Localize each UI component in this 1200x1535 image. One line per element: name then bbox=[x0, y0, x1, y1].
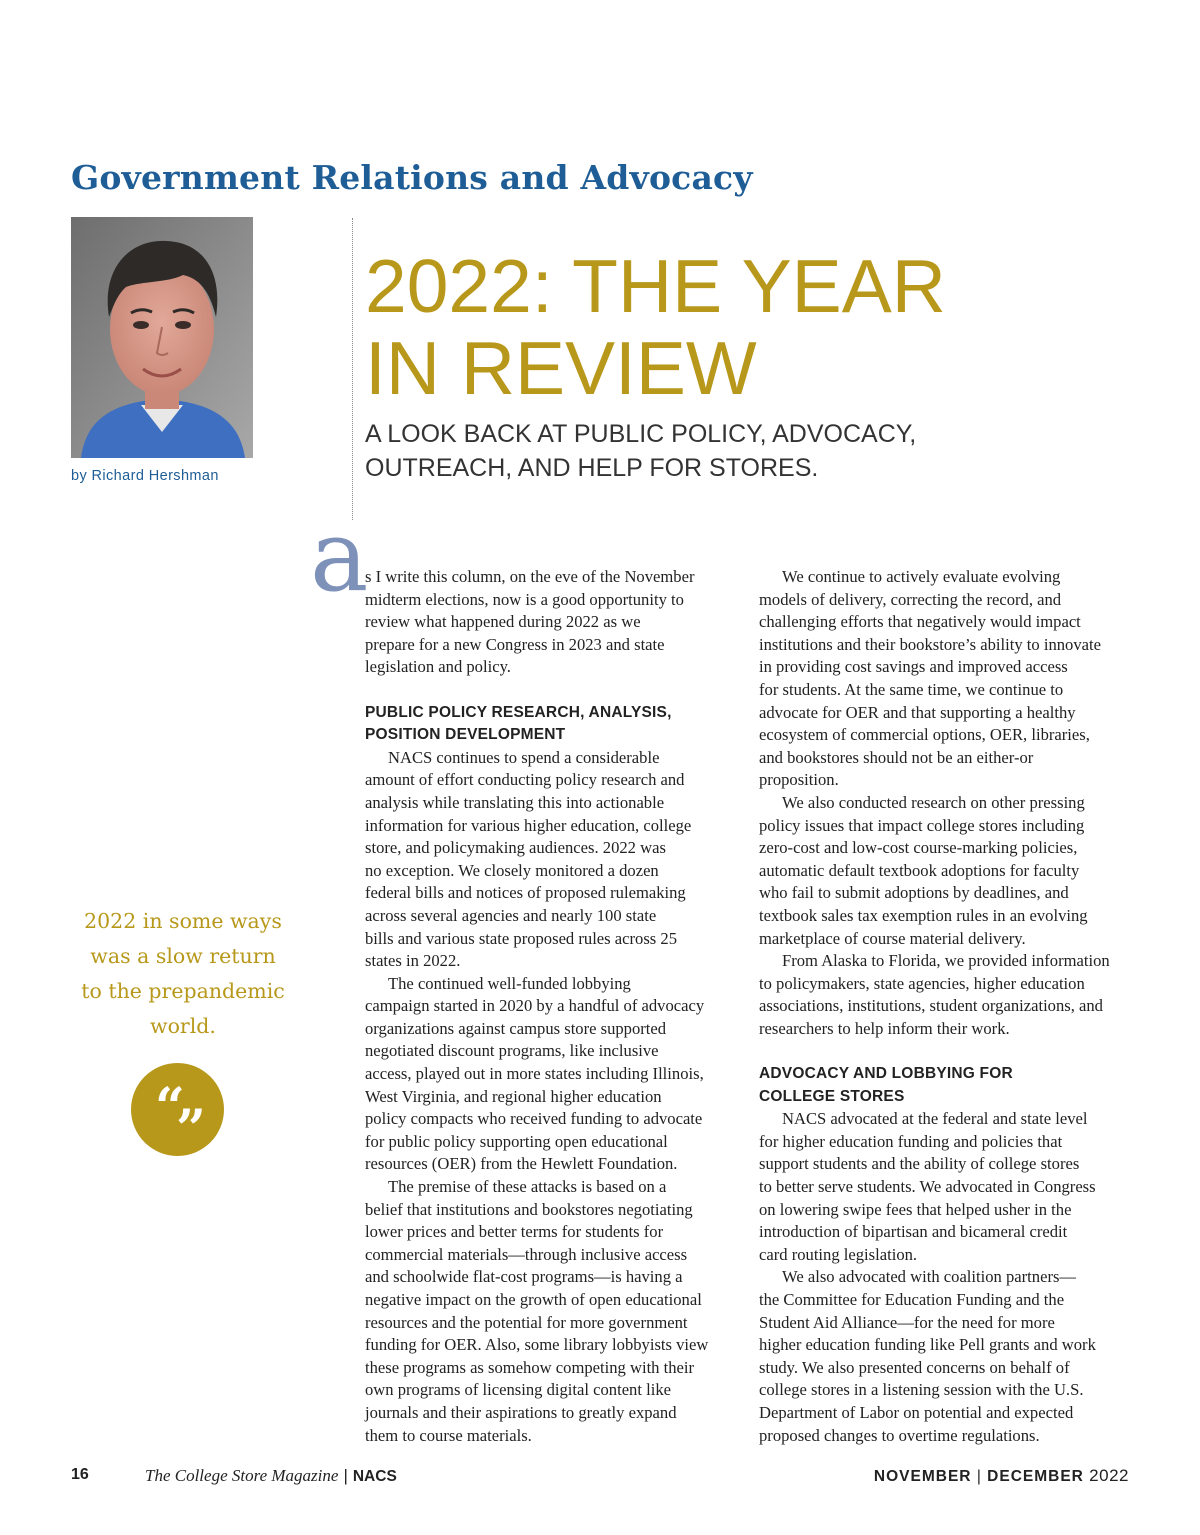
body-text-line: resources (OER) from the Hewlett Foundation. bbox=[365, 1154, 678, 1174]
subhead-line: OUTREACH, AND HELP FOR STORES. bbox=[365, 454, 819, 482]
body-text-line: funding for OER. Also, some library lobbyists view bbox=[365, 1335, 709, 1355]
body-text-line: on lowering swipe fees that helped usher in the bbox=[759, 1199, 1072, 1219]
body-text-line: access, played out in more states including Illinois, bbox=[365, 1064, 704, 1084]
body-text-line: negative impact on the growth of open educational bbox=[365, 1290, 702, 1309]
body-text-line: bills and various state proposed rules across 25 bbox=[365, 928, 677, 948]
author-byline: by Richard Hershman bbox=[71, 468, 219, 484]
body-text-line: midterm elections, now is a good opportunity to bbox=[365, 589, 684, 609]
body-text-line: legislation and policy. bbox=[365, 657, 511, 677]
subhead bbox=[365, 417, 916, 485]
body-text-line: across several agencies and nearly 100 state bbox=[365, 905, 657, 925]
body-text-line: federal bills and notices of proposed rulemaking bbox=[365, 883, 686, 903]
body-text-line: We also conducted research on other pressing bbox=[782, 792, 1085, 812]
body-text-line: information for various higher education, college bbox=[365, 815, 692, 835]
body-text-line: commercial materials—through inclusive access bbox=[365, 1244, 688, 1264]
pull-quote-line: was a slow return bbox=[90, 944, 276, 968]
body-text-line: study. We also presented concerns on behalf of bbox=[759, 1357, 1070, 1377]
body-text-line: marketplace of course material delivery. bbox=[759, 928, 1026, 948]
body-text-line: We also advocated with coalition partners— bbox=[782, 1267, 1077, 1287]
section-title: Government Relations and Advocacy bbox=[71, 158, 753, 197]
body-text-line: challenging efforts that negatively would impact bbox=[759, 612, 1081, 632]
pull-quote-line: 2022 in some ways bbox=[84, 909, 282, 933]
body-text-line: From Alaska to Florida, we provided information bbox=[782, 951, 1110, 971]
issue-month-2: DECEMBER bbox=[987, 1468, 1084, 1485]
body-text-line: proposed changes to overtime regulations. bbox=[759, 1425, 1040, 1445]
body-text-line: proposition. bbox=[759, 770, 839, 790]
headline-line: 2022: THE YEAR bbox=[365, 244, 946, 328]
body-text-line: lower prices and better terms for students for bbox=[365, 1222, 664, 1242]
body-text-line: to better serve students. We advocated in Congress bbox=[759, 1177, 1096, 1197]
body-text-line: who fail to submit adoptions by deadlines, and bbox=[759, 883, 1069, 903]
body-text-line: in providing cost savings and improved access bbox=[759, 657, 1068, 677]
body-text-line: institutions and their bookstore’s ability to innovate bbox=[759, 634, 1101, 654]
section-heading-line: POSITION DEVELOPMENT bbox=[365, 726, 566, 744]
body-text-line: zero-cost and low-cost course-marking policies, bbox=[759, 838, 1078, 858]
body-text-line: them to course materials. bbox=[365, 1425, 532, 1445]
vertical-divider bbox=[352, 218, 353, 520]
drop-cap: a bbox=[310, 500, 369, 614]
body-text-line: states in 2022. bbox=[365, 951, 461, 971]
body-text-line: for students. At the same time, we continue to bbox=[759, 679, 1064, 699]
body-text-line: college stores in a listening session with the U.S. bbox=[759, 1380, 1084, 1400]
paragraph-gap bbox=[365, 679, 737, 702]
body-text-line: amount of effort conducting policy research and bbox=[365, 770, 685, 790]
body-text-line: and schoolwide flat-cost programs—is having a bbox=[365, 1267, 683, 1287]
body-text-line: s I write this column, on the eve of the November bbox=[365, 567, 695, 586]
body-text-line: belief that institutions and bookstores negotiating bbox=[365, 1199, 693, 1219]
body-text-line: the Committee for Education Funding and the bbox=[759, 1290, 1065, 1309]
body-text-line: higher education funding like Pell grants and work bbox=[759, 1335, 1096, 1355]
section-heading-line: PUBLIC POLICY RESEARCH, ANALYSIS, bbox=[365, 703, 672, 721]
body-text-line: campaign started in 2020 by a handful of advocacy bbox=[365, 996, 705, 1016]
body-text-line: card routing legislation. bbox=[759, 1244, 918, 1264]
pull-quote bbox=[70, 904, 296, 1044]
org-name: NACS bbox=[352, 1468, 397, 1485]
page-number: 16 bbox=[71, 1466, 89, 1483]
body-text-line: negotiated discount programs, like inclusive bbox=[365, 1041, 659, 1061]
page-footer bbox=[0, 1466, 1200, 1492]
body-text-line: no exception. We closely monitored a dozen bbox=[365, 860, 659, 880]
body-text-line: NACS advocated at the federal and state level bbox=[782, 1109, 1088, 1129]
body-text-line: The premise of these attacks is based on a bbox=[388, 1177, 667, 1197]
pull-quote-line: world. bbox=[150, 1014, 216, 1038]
section-heading-line: ADVOCACY AND LOBBYING FOR bbox=[759, 1065, 1013, 1083]
author-photo bbox=[71, 217, 253, 458]
headline-line: IN REVIEW bbox=[365, 326, 757, 410]
paragraph-gap bbox=[759, 1040, 1131, 1063]
svg-text:”: ” bbox=[176, 1099, 206, 1156]
body-text-line: and bookstores should not be an either-or bbox=[759, 747, 1034, 767]
magazine-name: The College Store Magazine bbox=[145, 1466, 339, 1485]
body-text-line: these programs as somehow competing with their bbox=[365, 1357, 695, 1377]
body-text-line: resources and the potential for more government bbox=[365, 1312, 688, 1332]
body-text-line: Department of Labor on potential and expected bbox=[759, 1402, 1074, 1422]
body-text-line: automatic default textbook adoptions for faculty bbox=[759, 860, 1080, 880]
body-text-line: We continue to actively evaluate evolving bbox=[782, 567, 1061, 586]
body-text-line: introduction of bipartisan and bicameral credit bbox=[759, 1222, 1068, 1242]
issue-date bbox=[874, 1466, 1129, 1486]
article-column-2 bbox=[759, 566, 1131, 1447]
quote-icon bbox=[131, 1063, 224, 1156]
magazine-credit bbox=[145, 1466, 397, 1486]
body-text-line: for higher education funding and policies that bbox=[759, 1131, 1063, 1151]
body-text-line: for public policy supporting open educational bbox=[365, 1131, 668, 1151]
body-text-line: researchers to help inform their work. bbox=[759, 1018, 1010, 1038]
issue-month: NOVEMBER bbox=[873, 1468, 972, 1485]
footer-separator: | bbox=[343, 1466, 348, 1485]
body-text-line: journals and their aspirations to greatly expand bbox=[365, 1402, 677, 1422]
body-text-line: advocate for OER and that supporting a healthy bbox=[759, 702, 1076, 722]
body-text-line: store, and policymaking audiences. 2022 was bbox=[365, 838, 666, 858]
headline bbox=[365, 245, 946, 409]
body-text-line: organizations against campus store supported bbox=[365, 1018, 667, 1038]
body-text-line: to policymakers, state agencies, higher education bbox=[759, 973, 1085, 993]
body-text-line: policy issues that impact college stores including bbox=[759, 815, 1085, 835]
issue-year: 2022 bbox=[1089, 1466, 1129, 1485]
body-text-line: policy compacts who received funding to advocate bbox=[365, 1109, 703, 1129]
article-column-1 bbox=[365, 566, 737, 1447]
issue-separator: | bbox=[976, 1468, 982, 1485]
body-text-line: associations, institutions, student organizations, and bbox=[759, 996, 1103, 1016]
body-text-line: NACS continues to spend a considerable bbox=[388, 747, 660, 767]
body-text-line: prepare for a new Congress in 2023 and state bbox=[365, 634, 665, 654]
body-text-line: Student Aid Alliance—for the need for more bbox=[759, 1312, 1055, 1332]
section-heading-line: COLLEGE STORES bbox=[759, 1087, 905, 1105]
body-text-line: textbook sales tax exemption rules in an evolving bbox=[759, 905, 1088, 925]
body-text-line: own programs of licensing digital content like bbox=[365, 1380, 671, 1400]
body-text-line: The continued well-funded lobbying bbox=[388, 973, 631, 993]
body-text-line: review what happened during 2022 as we bbox=[365, 612, 641, 632]
body-text-line: West Virginia, and regional higher education bbox=[365, 1086, 662, 1106]
pull-quote-line: to the prepandemic bbox=[81, 979, 285, 1003]
body-text-line: support students and the ability of college stores bbox=[759, 1154, 1080, 1174]
body-text-line: models of delivery, correcting the record, and bbox=[759, 589, 1062, 609]
svg-text:“: “ bbox=[155, 1077, 185, 1138]
body-text-line: ecosystem of commercial options, OER, libraries, bbox=[759, 725, 1090, 745]
subhead-line: A LOOK BACK AT PUBLIC POLICY, ADVOCACY, bbox=[365, 420, 917, 448]
body-text-line: analysis while translating this into actionable bbox=[365, 792, 665, 812]
